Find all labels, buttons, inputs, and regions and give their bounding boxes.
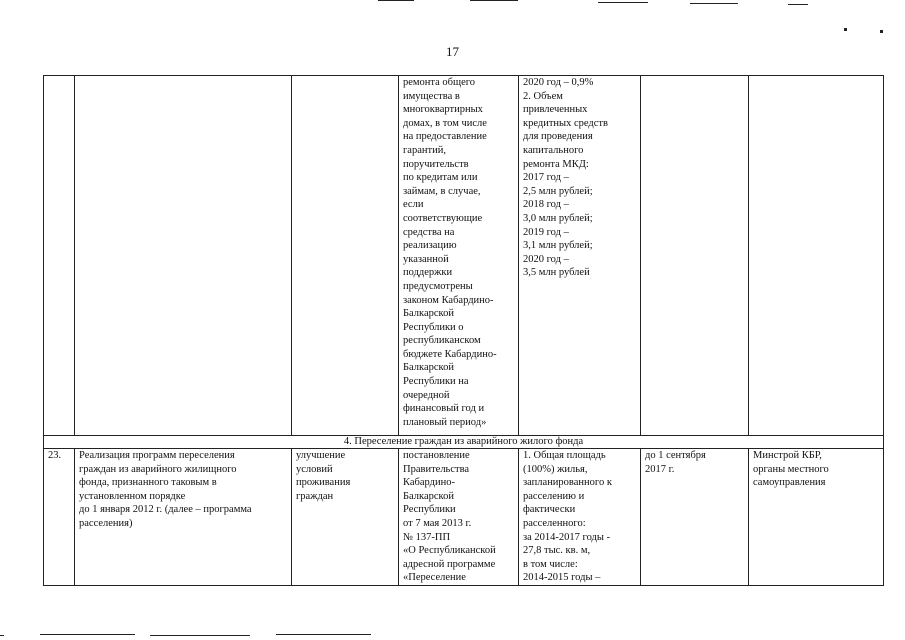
measures-table	[43, 75, 884, 586]
scan-artifact-line	[690, 3, 738, 4]
cell-responsible	[749, 76, 884, 436]
scan-artifact-line	[378, 0, 414, 1]
scan-artifact-line	[276, 634, 371, 635]
section-header-row	[44, 436, 884, 449]
table-row-23	[44, 449, 884, 586]
scan-artifact-dot	[880, 30, 883, 33]
section-title: 4. Переселение граждан из аварийного жилого фонда	[44, 436, 884, 449]
cell-deadline: до 1 сентября 2017 г.	[641, 449, 749, 586]
table-row-continuation	[44, 76, 884, 436]
scan-artifact-line	[0, 635, 4, 636]
cell-indicator: 1. Общая площадь (100%) жилья, запланированного к расселению и фактически расселенного: за 2014-2017 годы - 27,8 тыс. кв. м, в том числе: 2014-2015 годы –	[519, 449, 641, 586]
cell-document: постановление Правительства Кабардино- Балкарской Республики от 7 мая 2013 г. № 137-ПП «О Республиканской адресной программе «Переселение	[399, 449, 519, 586]
cell-indicator: 2020 год – 0,9% 2. Объем привлеченных кредитных средств для проведения капитального ремонта МКД: 2017 год – 2,5 млн рублей; 2018 год – 3,0 млн рублей; 2019 год – 3,1 млн рублей; 2020 год – 3,5 млн рублей	[519, 76, 641, 436]
scan-artifact-line	[40, 634, 135, 635]
cell-result	[292, 76, 399, 436]
scan-artifact-line	[150, 635, 250, 636]
cell-responsible: Минстрой КБР, органы местного самоуправления	[749, 449, 884, 586]
cell-measure	[75, 76, 292, 436]
scan-artifact-line	[470, 0, 518, 1]
cell-number: 23.	[44, 449, 75, 586]
scan-artifact-line	[598, 2, 648, 3]
scan-artifact-dot	[844, 28, 847, 31]
scan-artifact-line	[788, 4, 808, 5]
cell-result: улучшение условий проживания граждан	[292, 449, 399, 586]
cell-document: ремонта общего имущества в многоквартирных домах, в том числе на предоставление гарантий, поручительств по кредитам или займам, в случае, если соответствующие средства на реализацию указанной поддержки предусмотрены законом Кабардино- Балкарской Республики о республиканском бюджете Кабардино- Балкарской Республики на очередной финансовый год и плановый период»	[399, 76, 519, 436]
cell-measure: Реализация программ переселения граждан из аварийного жилищного фонда, признанного таковым в установленном порядке до 1 января 2012 г. (далее – программа расселения)	[75, 449, 292, 586]
page-number: 17	[446, 44, 459, 59]
cell-number	[44, 76, 75, 436]
cell-deadline	[641, 76, 749, 436]
